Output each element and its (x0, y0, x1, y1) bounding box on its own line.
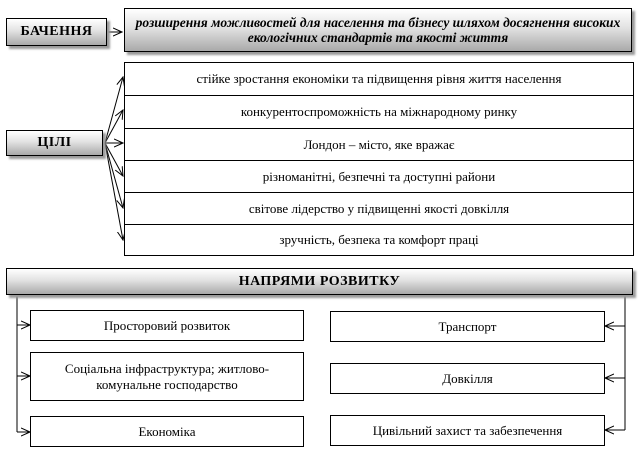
direction-item-right: Довкілля (330, 363, 605, 394)
vision-statement: розширення можливостей для населення та бізнесу шляхом досягнення високих екологічних стандартів та якості життя (124, 8, 632, 52)
direction-item-left: Економіка (30, 416, 304, 447)
directions-label: НАПРЯМИ РОЗВИТКУ (6, 268, 633, 295)
goal-item: конкурентоспроможність на міжнародному ринку (124, 95, 634, 129)
direction-item-right: Цивільний захист та забезпечення (330, 415, 605, 446)
direction-item-left: Просторовий розвиток (30, 310, 304, 341)
goals-fan-arrows (105, 77, 123, 240)
goals-label: ЦІЛІ (6, 130, 103, 156)
direction-item-left: Соціальна інфраструктура; житлово-комунальне господарство (30, 352, 304, 401)
goal-item: світове лідерство у підвищенні якості довкілля (124, 192, 634, 225)
goal-item: різноманітні, безпечні та доступні райони (124, 160, 634, 193)
vision-label: БАЧЕННЯ (6, 18, 107, 46)
goal-item: Лондон – місто, яке вражає (124, 128, 634, 161)
right-directions-bracket (605, 294, 625, 430)
left-directions-bracket (17, 294, 30, 432)
goal-item: стійке зростання економіки та підвищення рівня життя населення (124, 62, 634, 96)
direction-item-right: Транспорт (330, 311, 605, 342)
goal-item: зручність, безпека та комфорт праці (124, 224, 634, 256)
